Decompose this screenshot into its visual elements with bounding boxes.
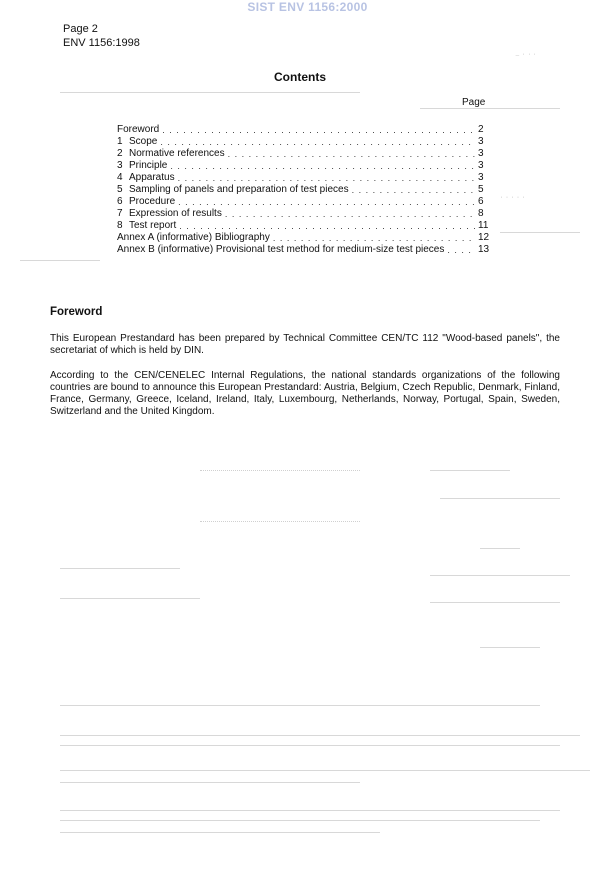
toc-page: 3 — [478, 148, 484, 159]
toc-page: 3 — [478, 172, 484, 183]
toc-number: 6 — [117, 196, 123, 207]
bleed-through-line — [60, 810, 560, 811]
toc-leader-dots — [162, 124, 476, 136]
toc-leader-dots — [273, 232, 476, 244]
foreword-heading: Foreword — [50, 306, 103, 318]
table-of-contents — [117, 124, 492, 256]
contents-title: Contents — [274, 70, 326, 84]
toc-entry[interactable] — [117, 172, 492, 184]
toc-title: Scope — [129, 136, 158, 147]
toc-title: Apparatus — [129, 172, 175, 183]
page-number: Page 2 — [63, 23, 98, 35]
bleed-through-line — [20, 260, 100, 261]
toc-title: Annex B (informative) Provisional test method for medium-size test pieces — [117, 244, 445, 255]
toc-entry[interactable] — [117, 232, 492, 244]
bleed-through-line — [60, 705, 540, 706]
bleed-through-line — [430, 575, 570, 576]
bleed-through-seal — [200, 470, 360, 522]
toc-page: 3 — [478, 136, 484, 147]
toc-leader-dots — [170, 160, 476, 172]
bleed-through-line — [60, 832, 380, 833]
toc-entry[interactable] — [117, 244, 492, 256]
bleed-through-line — [60, 735, 580, 736]
toc-entry[interactable] — [117, 124, 492, 136]
toc-number: 8 — [117, 220, 123, 231]
toc-number: 3 — [117, 160, 123, 171]
foreword-paragraph: This European Prestandard has been prepared by Technical Committee CEN/TC 112 "Wood-based panels", the secretariat of which is held by DIN. — [50, 333, 560, 356]
toc-leader-dots — [447, 244, 476, 256]
toc-page: 5 — [478, 184, 484, 195]
bleed-through-line — [60, 770, 590, 771]
toc-entry[interactable] — [117, 184, 492, 196]
bleed-through-line — [60, 745, 560, 746]
toc-title: Principle — [129, 160, 168, 171]
bleed-through-line — [430, 470, 510, 471]
toc-entry[interactable] — [117, 220, 492, 232]
bleed-through-line — [60, 568, 180, 569]
toc-number: 4 — [117, 172, 123, 183]
toc-entry[interactable] — [117, 208, 492, 220]
toc-leader-dots — [179, 220, 476, 232]
toc-leader-dots — [160, 136, 476, 148]
toc-leader-dots — [225, 208, 476, 220]
watermark: SIST ENV 1156:2000 — [247, 0, 368, 14]
toc-page: 11 — [478, 220, 489, 231]
bleed-through-line — [60, 92, 360, 93]
foreword-paragraph: According to the CEN/CENELEC Internal Regulations, the national standards organizations of the following countries are bound to announce this European Prestandard: Austria, Belgium, Czech Republic, Denmark, Finland, France, Germany, Greece, Iceland, Ireland, Italy, Luxembourg, Netherlands, Norway, Portugal, Spain, Sweden, Switzerland and the United Kingdom. — [50, 370, 560, 417]
page-header — [63, 22, 140, 50]
bleed-through-line — [440, 498, 560, 499]
bleed-through-line — [60, 598, 200, 599]
toc-title: Normative references — [129, 148, 225, 159]
toc-entry[interactable] — [117, 136, 492, 148]
toc-page: 2 — [478, 124, 484, 135]
toc-title: Procedure — [129, 196, 176, 207]
toc-page: 12 — [478, 232, 490, 243]
bleed-through-line — [420, 108, 560, 109]
toc-leader-dots — [228, 148, 476, 160]
toc-leader-dots — [178, 196, 476, 208]
toc-leader-dots — [178, 172, 476, 184]
toc-page: 13 — [478, 244, 490, 255]
toc-number: 5 — [117, 184, 123, 195]
toc-page: 3 — [478, 160, 484, 171]
toc-title: Test report — [129, 220, 177, 231]
toc-page: 6 — [478, 196, 484, 207]
bleed-through-mark: ˈ ˈ ˈ ˈ ˈ — [500, 195, 525, 205]
bleed-through-line — [430, 602, 560, 603]
toc-entry[interactable] — [117, 160, 492, 172]
toc-title: Foreword — [117, 124, 160, 135]
toc-title: Sampling of panels and preparation of test pieces — [129, 184, 349, 195]
toc-title: Expression of results — [129, 208, 222, 219]
toc-number: 7 — [117, 208, 123, 219]
toc-entry[interactable] — [117, 196, 492, 208]
bleed-through-line — [480, 647, 540, 648]
toc-title: Annex A (informative) Bibliography — [117, 232, 270, 243]
toc-number: 1 — [117, 136, 123, 147]
bleed-through-line — [60, 820, 540, 821]
standard-number: ENV 1156:1998 — [63, 37, 140, 49]
page-column-label: Page — [462, 97, 486, 108]
toc-leader-dots — [352, 184, 476, 196]
toc-number: 2 — [117, 148, 123, 159]
bleed-through-line — [500, 232, 580, 233]
toc-page: 8 — [478, 208, 484, 219]
bleed-through-line — [60, 782, 360, 783]
toc-entry[interactable] — [117, 148, 492, 160]
bleed-through-line — [480, 548, 520, 549]
bleed-through-mark: ⁻ ˈ ˈ ˈ — [515, 52, 537, 62]
